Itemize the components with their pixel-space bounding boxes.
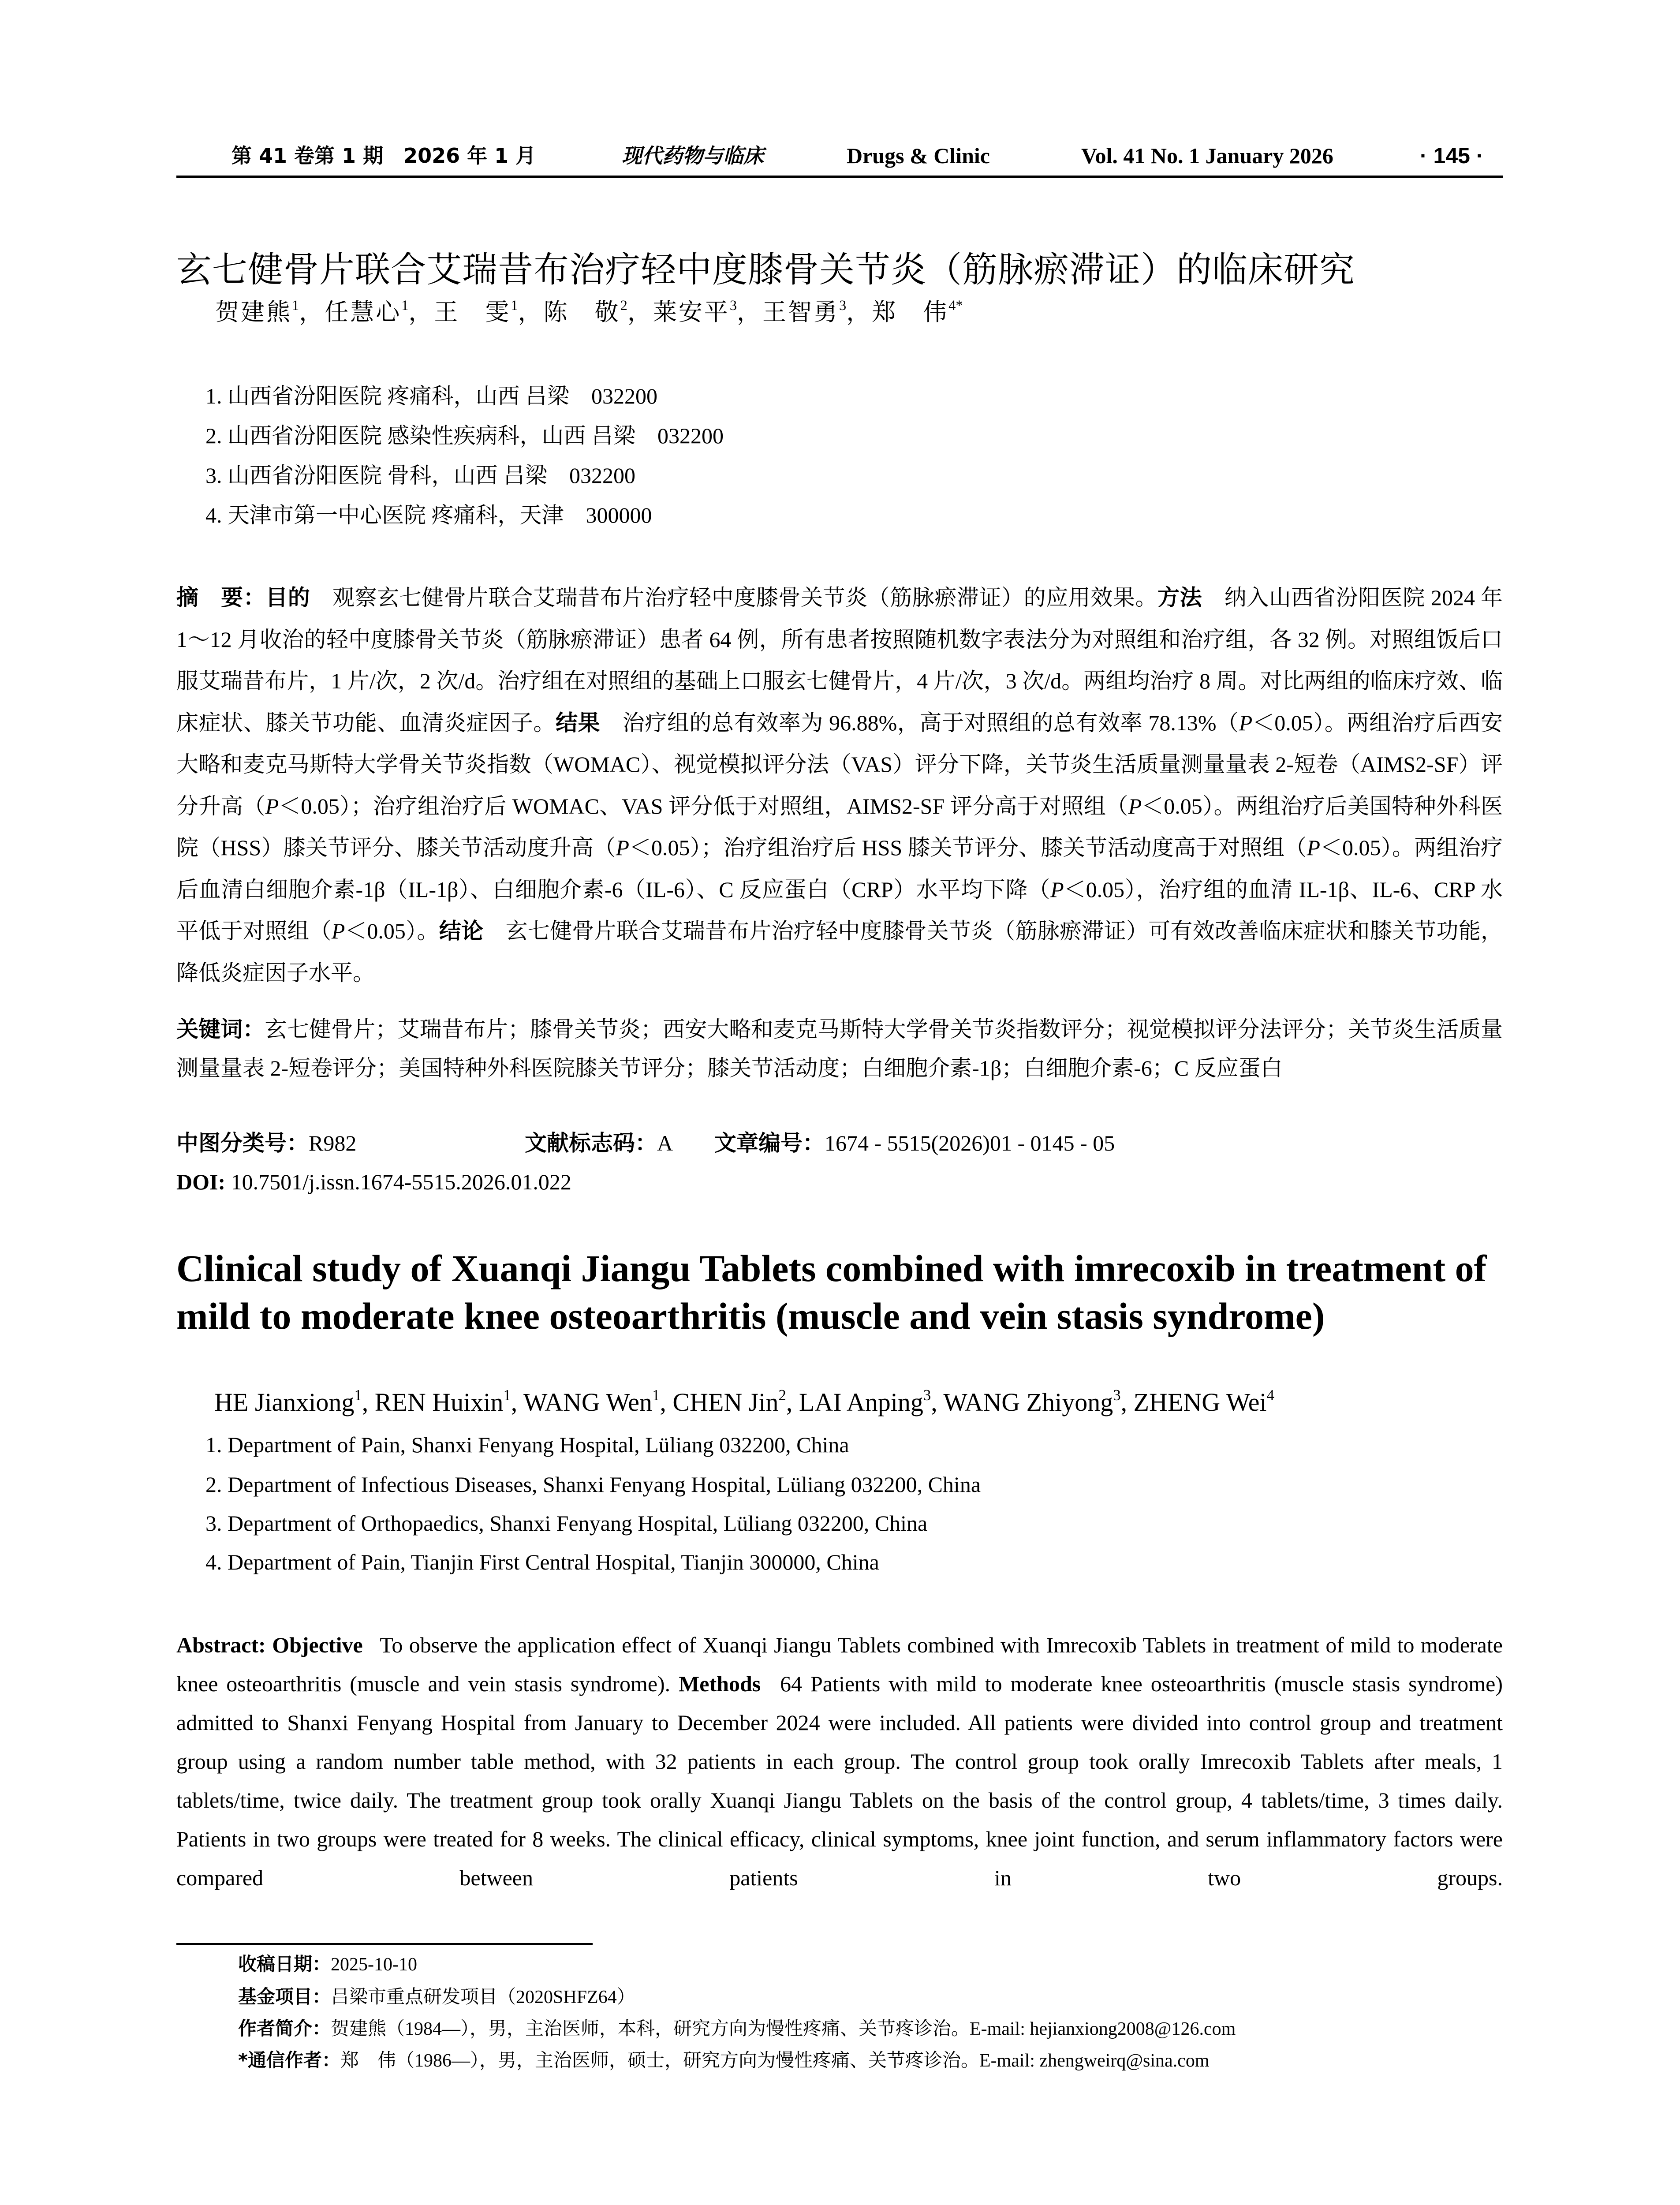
footnote-corresponding [238, 2047, 1209, 2074]
article-no-label: 文章编号： [714, 1130, 825, 1156]
p-value-symbol: P [616, 835, 629, 860]
p-value-symbol: P [1307, 835, 1320, 860]
footnote-author-bio [238, 2015, 1236, 2042]
running-header [176, 140, 1503, 171]
results-segment: ＜0.05）。两组治疗后血清白细胞介素-1β（IL-1β）、白细胞介素-6（IL-6）、C 反应蛋白（CRP）水平均下降（ [176, 835, 1503, 902]
author-separator: ， [846, 299, 872, 325]
cn-results-text [176, 710, 1503, 944]
author-affiliation-marker: 2 [620, 298, 627, 314]
doi-value[interactable]: 10.7501/j.issn.1674-5515.2026.01.022 [231, 1170, 571, 1194]
en-abstract [176, 1626, 1503, 1897]
cn-affiliation: 2. 山西省汾阳医院 感染性疾病科，山西 吕梁 032200 [205, 423, 724, 448]
cn-abstract [176, 577, 1503, 994]
author-affiliation-marker: 3 [839, 298, 847, 314]
author-name: 陈 敬 [543, 299, 620, 325]
results-segment: ＜0.05）。 [345, 919, 439, 943]
author-name: 王 雯 [434, 299, 511, 325]
footnote-label: 基金项目： [238, 1986, 331, 2007]
cn-methods-text: 纳入山西省汾阳医院 2024 年 1～12 月收治的轻中度膝骨关节炎（筋脉瘀滞证）患者 64 例，所有患者按照随机数字表法分为对照组和治疗组，各 32 例。对照组饭后口服艾瑞昔布片，1 片/次，2 次/d。治疗组在对照组的基础上口服玄七健骨片，4 片/次，3 次/d。两组均治疗 8 周。对比两组的临床疗效、临床症状、膝关节功能、血清炎症因子。 [176, 585, 1503, 735]
cn-abstract-label: 摘 要： [176, 585, 266, 610]
p-value-symbol: P [1239, 710, 1253, 735]
footnote-text: 郑 伟（1986—），男，主治医师，硕士，研究方向为慢性疼痛、关节疼诊治。E-mail: zhengweirq@sina.com [340, 2051, 1210, 2071]
results-segment: ＜0.05）。两组治疗后美国特种外科医院（HSS）膝关节评分、膝关节活动度升高（ [176, 793, 1503, 860]
cn-keywords-label: 关键词： [176, 1017, 265, 1042]
en-affiliation: 3. Department of Orthopaedics, Shanxi Fenyang Hospital, Lüliang 032200, China [205, 1511, 928, 1536]
author-separator: , [511, 1388, 523, 1416]
author-affiliation-marker: 4 [1266, 1386, 1274, 1404]
author-affiliation-marker: 1 [503, 1386, 511, 1404]
en-author-list [214, 1385, 1274, 1424]
author-name: 郑 伟 [872, 299, 949, 325]
author-name: 贺建熊 [215, 299, 292, 325]
clc-label: 中图分类号： [176, 1130, 309, 1156]
results-segment: ＜0.05）；治疗组治疗后 HSS 膝关节评分、膝关节活动度高于对照组（ [629, 835, 1307, 860]
results-segment: ＜0.05）；治疗组治疗后 WOMAC、VAS 评分低于对照组，AIMS2-SF 评分高于对照组（ [279, 793, 1128, 818]
author-affiliation-marker: 3 [729, 298, 737, 314]
cn-conclusion-label: 结论 [439, 918, 484, 944]
results-segment: ＜0.05）。两组治疗后西安大略和麦克马斯特大学骨关节炎指数（WOMAC）、视觉模拟评分法（VAS）评分下降，关节炎生活质量测量量表 2-短卷（AIMS2-SF）评分升高（ [176, 710, 1503, 818]
en-methods-text: 64 Patients with mild to moderate knee osteoarthritis (muscle stasis syndrome) admitted to Shanxi Fenyang Hospital from January to December 2024 were included. All patients were divided into control group and treatment group using a random number table method, with 32 patients in each group. The control group took orally Imrecoxib Tablets after meals, 1 tablets/time, twice daily. The treatment group took orally Xuanqi Jiangu Tablets on the basis of the control group, 4 tablets/time, 3 times daily. Patients in two groups were treated for 8 weeks. The clinical efficacy, clinical symptoms, knee joint function, and serum inflammatory factors were compared between patients in two groups. [176, 1671, 1503, 1890]
author-separator: , [786, 1388, 799, 1416]
cn-affiliation: 4. 天津市第一中心医院 疼痛科，天津 300000 [205, 503, 652, 527]
author-affiliation-marker: 3 [923, 1386, 931, 1404]
footnote-label: 作者简介： [238, 2018, 331, 2039]
en-abstract-label: Abstract: Objective [176, 1633, 363, 1657]
footnote-label: *通信作者： [238, 2049, 340, 2071]
footnote-text: 贺建熊（1984—），男，主治医师，本科，研究方向为慢性疼痛、关节疼诊治。E-mail: hejianxiong2008@126.com [331, 2019, 1236, 2039]
author-name: WANG Wen [523, 1388, 653, 1416]
footnote-rule [176, 1943, 593, 1945]
en-affiliation: 4. Department of Pain, Tianjin First Central Hospital, Tianjin 300000, China [205, 1550, 879, 1574]
header-journal-en: Drugs & Clinic [847, 143, 990, 168]
author-separator: ， [518, 299, 544, 325]
cn-results-label: 结果 [555, 710, 601, 736]
author-name: 莱安平 [653, 299, 730, 325]
author-name: CHEN Jin [672, 1388, 779, 1416]
author-name: 任慧心 [325, 299, 402, 325]
clc-value: R982 [309, 1131, 357, 1155]
cn-objective-label: 目的 [265, 585, 310, 610]
author-separator: , [660, 1388, 673, 1416]
author-separator: ， [299, 299, 325, 325]
author-separator: ， [627, 299, 653, 325]
author-name: WANG Zhiyong [943, 1388, 1113, 1416]
cn-methods-label: 方法 [1157, 585, 1202, 610]
cn-keywords [176, 1010, 1503, 1088]
author-name: 王智勇 [762, 299, 840, 325]
cn-conclusion-text: 玄七健骨片联合艾瑞昔布片治疗轻中度膝骨关节炎（筋脉瘀滞证）可有效改善临床症状和膝关节功能，降低炎症因子水平。 [176, 919, 1503, 985]
p-value-symbol: P [331, 919, 345, 943]
cn-keywords-text: 玄七健骨片；艾瑞昔布片；膝骨关节炎；西安大略和麦克马斯特大学骨关节炎指数评分；视觉模拟评分法评分；关节炎生活质量测量量表 2-短卷评分；美国特种外科医院膝关节评分；膝关节活动度；白细胞介素-1β；白细胞介素-6；C 反应蛋白 [176, 1017, 1503, 1080]
footnote-received [238, 1951, 417, 1978]
doi-label: DOI: [176, 1170, 226, 1194]
doc-code-label: 文献标志码： [525, 1130, 657, 1156]
author-separator: , [362, 1388, 375, 1416]
en-article-title: Clinical study of Xuanqi Jiangu Tablets combined with imrecoxib in treatment of mild to moderate knee osteoarthritis (muscle and vein stasis syndrome) [176, 1247, 1487, 1337]
en-affiliation: 1. Department of Pain, Shanxi Fenyang Hospital, Lüliang 032200, China [205, 1432, 849, 1457]
p-value-symbol: P [1128, 793, 1142, 818]
en-objective-text: To observe the application effect of Xuanqi Jiangu Tablets combined with Imrecoxib Tablets in treatment of mild to moderate knee osteoarthritis (muscle and vein stasis syndrome). [176, 1633, 1503, 1696]
cn-affiliation: 3. 山西省汾阳医院 骨科，山西 吕梁 032200 [205, 463, 635, 488]
p-value-symbol: P [265, 793, 279, 818]
author-name: REN Huixin [374, 1388, 504, 1416]
footnote-text: 吕梁市重点研发项目（2020SHFZ64） [331, 1987, 635, 2007]
footnote-text: 2025-10-10 [331, 1955, 417, 1975]
en-affiliation: 2. Department of Infectious Diseases, Shanxi Fenyang Hospital, Lüliang 032200, China [205, 1472, 981, 1497]
author-name: LAI Anping [799, 1388, 923, 1416]
cn-author-list [215, 296, 963, 332]
en-methods-label: Methods [679, 1671, 761, 1696]
author-affiliation-marker: 1 [292, 298, 299, 314]
p-value-symbol: P [1050, 877, 1064, 902]
author-affiliation-marker: 1 [652, 1386, 660, 1404]
author-separator: ， [408, 299, 434, 325]
footnote-funding [238, 1984, 635, 2011]
results-segment: 治疗组的总有效率为 96.88%，高于对照组的总有效率 78.13%（ [622, 710, 1239, 735]
doi-line [176, 1164, 571, 1200]
results-segment: ＜0.05），治疗组的血清 IL-1β、IL-6、CRP 水平低于对照组（ [176, 877, 1503, 943]
header-issue-cn: 第 41 卷第 1 期 2026 年 1 月 [231, 144, 536, 168]
header-rule [176, 176, 1503, 178]
author-affiliation-marker: 1 [511, 298, 518, 314]
header-issue-en: Vol. 41 No. 1 January 2026 [1081, 143, 1333, 168]
article-no-value: 1674 - 5515(2026)01 - 0145 - 05 [825, 1131, 1115, 1155]
author-separator: , [931, 1388, 944, 1416]
classification-line [176, 1125, 1115, 1161]
author-affiliation-marker: 4* [948, 298, 963, 314]
header-page-number: · 145 · [1420, 143, 1484, 168]
author-affiliation-marker: 1 [354, 1386, 362, 1404]
footnote-label: 收稿日期： [238, 1953, 331, 1975]
author-affiliation-marker: 1 [401, 298, 409, 314]
doc-code-value: A [657, 1131, 673, 1155]
author-affiliation-marker: 2 [778, 1386, 786, 1404]
cn-affiliation: 1. 山西省汾阳医院 疼痛科，山西 吕梁 032200 [205, 384, 657, 408]
author-affiliation-marker: 3 [1113, 1386, 1121, 1404]
author-name: HE Jianxiong [214, 1388, 355, 1416]
header-journal-cn: 现代药物与临床 [622, 144, 764, 168]
cn-article-title: 玄七健骨片联合艾瑞昔布治疗轻中度膝骨关节炎（筋脉瘀滞证）的临床研究 [176, 249, 1355, 290]
author-separator: , [1120, 1388, 1134, 1416]
cn-objective-text: 观察玄七健骨片联合艾瑞昔布片治疗轻中度膝骨关节炎（筋脉瘀滞证）的应用效果。 [332, 585, 1158, 610]
author-separator: ， [737, 299, 763, 325]
author-name: ZHENG Wei [1133, 1388, 1267, 1416]
